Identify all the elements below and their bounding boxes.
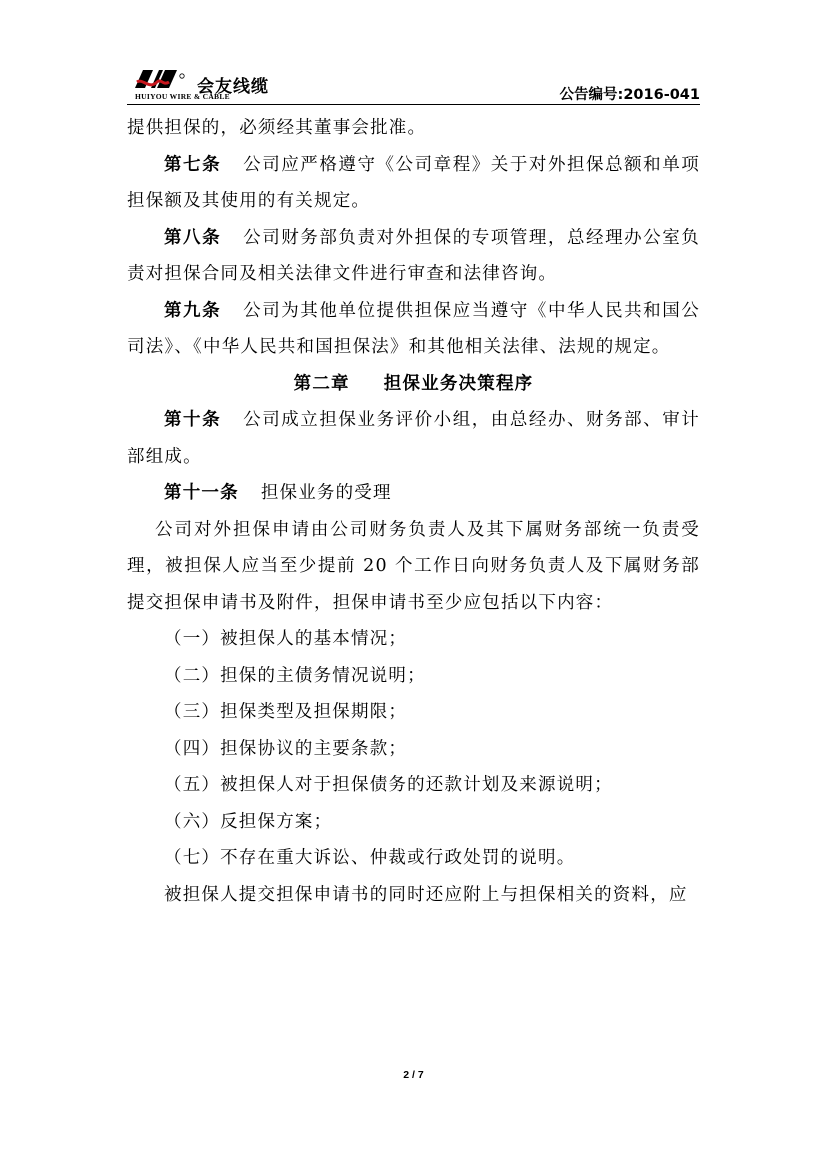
paragraph-continuation: 提供担保的，必须经其董事会批准。	[127, 118, 427, 138]
article-8-text: 公司财务部负责对外担保的专项管理，总经理办公室负责对担保合同及相关法律文件进行审查和法律咨询。	[127, 227, 700, 284]
page-number: 2 / 7	[403, 1069, 424, 1081]
article-9	[127, 293, 700, 366]
list-item: （二）担保的主债务情况说明；	[164, 665, 426, 686]
article-11-title: 第十一条	[164, 483, 239, 503]
article-8-title: 第八条	[164, 227, 222, 248]
chapter-number: 第二章	[293, 373, 350, 394]
company-logo	[133, 68, 303, 102]
article-10-title: 第十条	[164, 410, 222, 430]
logo-english-name: HUIYOU WIRE & CABLE	[135, 92, 230, 101]
article-7-text: 公司应严格遵守《公司章程》关于对外担保总额和单项担保额及其使用的有关规定。	[127, 154, 700, 211]
article-10-text: 公司成立担保业务评价小组，由总经办、财务部、审计部组成。	[127, 410, 700, 467]
article-9-text: 公司为其他单位提供担保应当遵守《中华人民共和国公司法》、《中华人民共和国担保法》和其他相关法律、法规的规定。	[127, 300, 700, 357]
article-9-title: 第九条	[164, 300, 222, 321]
list-item: （三）担保类型及担保期限；	[164, 702, 408, 722]
logo-mark-icon	[133, 68, 193, 92]
list-item: （六）反担保方案；	[164, 811, 333, 832]
article-10	[127, 402, 700, 475]
logo-chinese-name: 会友线缆	[197, 77, 269, 97]
last-paragraph: 被担保人提交担保申请书的同时还应附上与担保相关的资料，应	[164, 884, 688, 905]
document-body	[127, 110, 700, 913]
chapter-heading	[127, 366, 700, 403]
list-item: （一）被担保人的基本情况；	[164, 629, 408, 649]
list-item: （四）担保协议的主要条款；	[164, 738, 408, 759]
list-item: （五）被担保人对于担保债务的还款计划及来源说明；	[164, 775, 613, 795]
article-11-text: 担保业务的受理	[260, 483, 392, 503]
page-header	[127, 62, 700, 105]
article-11	[127, 475, 700, 512]
application-paragraph: 公司对外担保申请由公司财务负责人及其下属财务部统一负责受理，被担保人应当至少提前 20 个工作日向财务负责人及下属财务部提交担保申请书及附件，担保申请书至少应包括以下内容：	[127, 519, 700, 613]
article-7-title: 第七条	[164, 154, 222, 175]
list-item: （七）不存在重大诉讼、仲裁或行政处罚的说明。	[164, 848, 576, 868]
chapter-title: 担保业务决策程序	[383, 373, 534, 394]
notice-number: 公告编号:2016-041	[559, 87, 700, 103]
article-8	[127, 220, 700, 293]
article-7	[127, 147, 700, 220]
